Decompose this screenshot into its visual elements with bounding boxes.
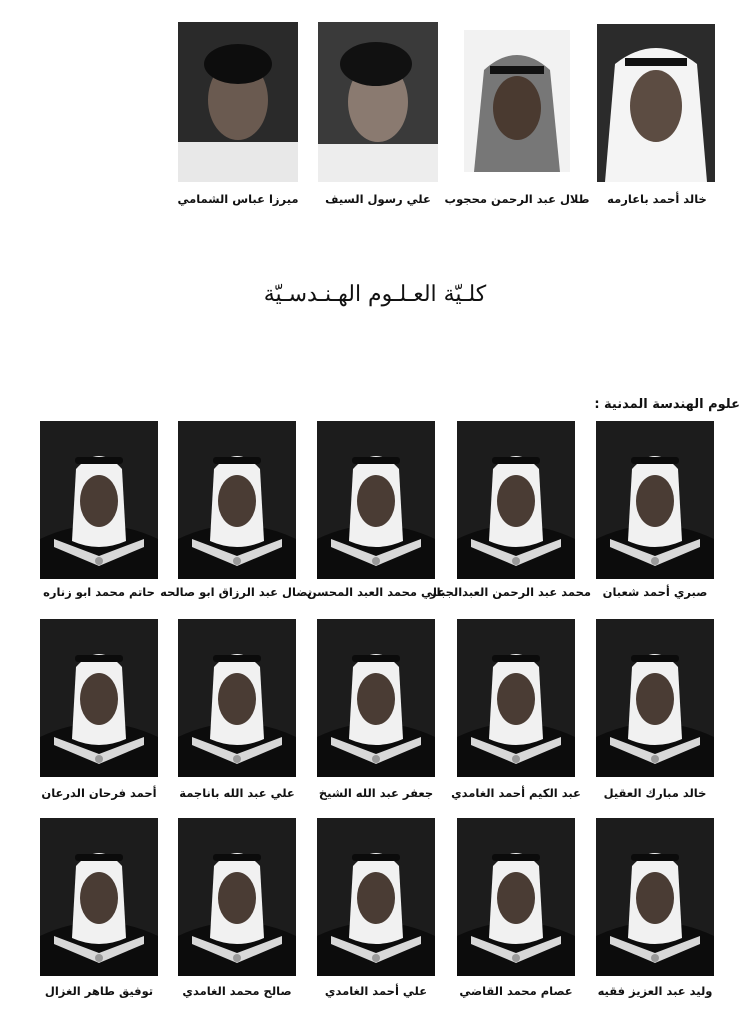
graduate-photo [457, 619, 575, 777]
graduate-photo [596, 619, 714, 777]
graduate-name: علي أحمد الغامدي [324, 984, 428, 998]
graduate-name: جعفر عبد الله الشيخ [318, 786, 434, 800]
graduate-name: محمد عبد الرحمن العبدالجبار [430, 585, 591, 599]
graduate-name: صالح محمد الغامدي [182, 984, 292, 998]
graduate-photo [40, 421, 158, 579]
graduate-name: خالد مبارك العقيل [603, 786, 707, 800]
portrait-photo [464, 30, 570, 172]
student-name: ميرزا عباس الشمامي [177, 192, 299, 206]
portrait-photo [178, 22, 298, 182]
graduate-photo [596, 818, 714, 976]
graduate-name: علي محمد العبد المحسن [306, 585, 446, 599]
graduate-photo [457, 421, 575, 579]
graduate-name: نضال عبد الرزاق ابو صالحه [160, 585, 312, 599]
graduate-photo [317, 619, 435, 777]
graduate-photo [40, 818, 158, 976]
department-label: علوم الهندسة المدنية : [594, 397, 740, 412]
graduate-name: حاتم محمد ابو زناره [43, 585, 155, 599]
portrait-photo [597, 24, 715, 182]
graduate-name: عصام محمد القاضي [459, 984, 573, 998]
portrait-photo [318, 22, 438, 182]
graduate-photo [457, 818, 575, 976]
graduate-photo [317, 421, 435, 579]
graduate-photo [178, 619, 296, 777]
graduate-name: وليد عبد العزيز فقيه [597, 984, 713, 998]
graduate-name: عبد الكيم أحمد الغامدي [451, 786, 581, 800]
graduate-photo [596, 421, 714, 579]
graduate-photo [317, 818, 435, 976]
graduate-photo [40, 619, 158, 777]
graduate-photo [178, 421, 296, 579]
graduate-name: أحمد فرحان الدرعان [41, 786, 157, 800]
graduate-name: صبري أحمد شعبان [602, 585, 708, 599]
student-name: طلال عبد الرحمن محجوب [444, 192, 590, 206]
college-title: كلـيّة العـلـوم الهـنـدسـيّة [263, 282, 487, 307]
graduate-photo [178, 818, 296, 976]
graduate-name: علي عبد الله باناجمة [179, 786, 295, 800]
graduate-name: توفيق طاهر الغزال [44, 984, 154, 998]
student-name: علي رسول السيف [325, 192, 431, 206]
student-name: خالد أحمد باعارمه [607, 192, 707, 206]
